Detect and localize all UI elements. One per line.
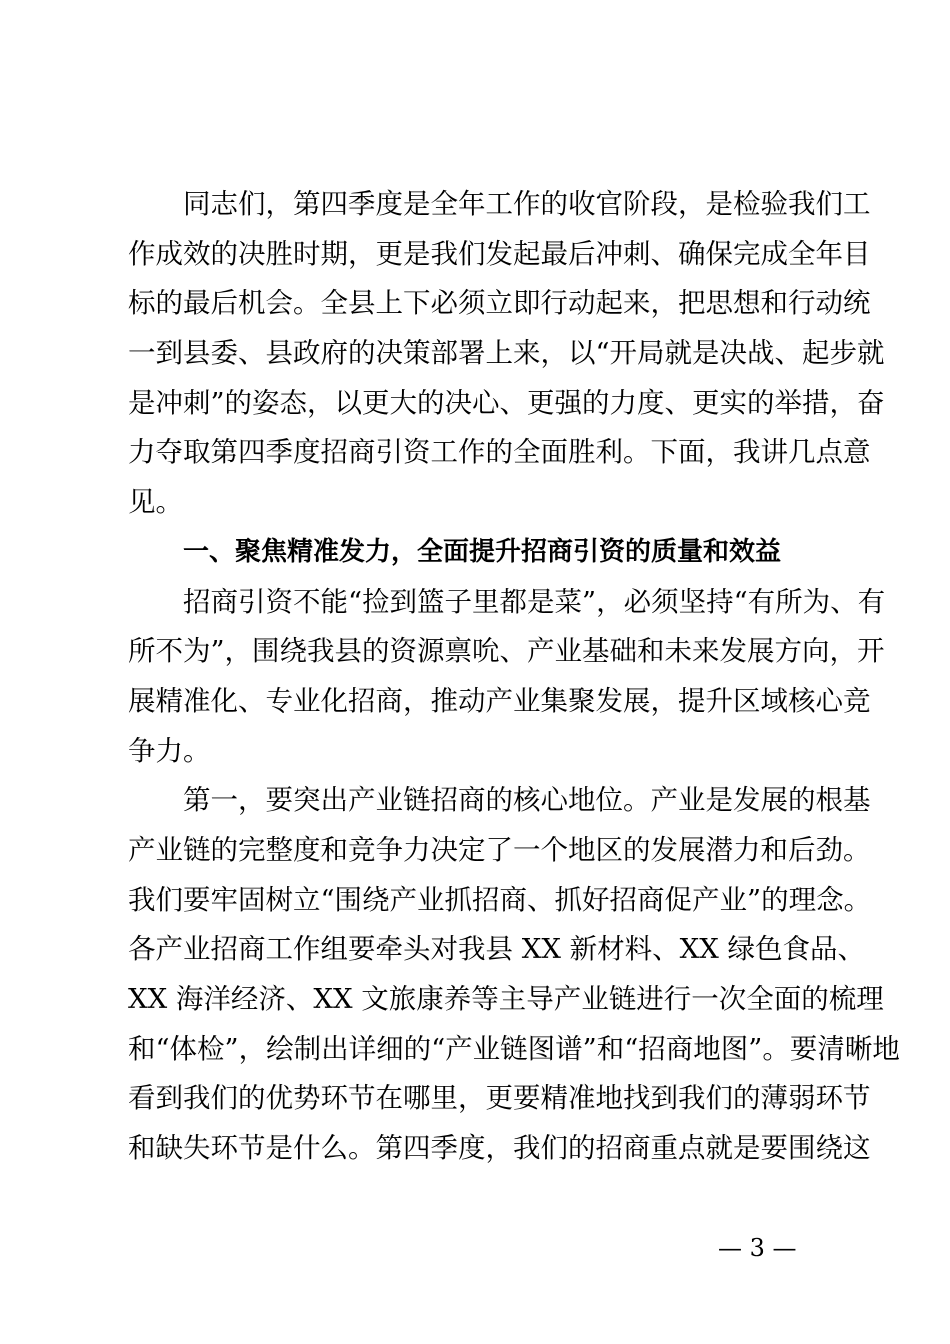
text-line: 招商引资不能“捡到篮子里都是菜”，必须坚持“有所为、有 [183, 585, 886, 618]
body-text [128, 180, 900, 1174]
page-number: — 3 — [718, 1234, 797, 1262]
text-line: 看到我们的优势环节在哪里，更要精准地找到我们的薄弱环节 [128, 1082, 871, 1115]
text-line: 展精准化、专业化招商，推动产业集聚发展，提升区域核心竞 [128, 684, 871, 717]
text-line: 力夺取第四季度招商引资工作的全面胜利。下面，我讲几点意 [128, 436, 871, 469]
text-line: 第一，要突出产业链招商的核心地位。产业是发展的根基 [183, 784, 871, 817]
text-line: 产业链的完整度和竞争力决定了一个地区的发展潜力和后劲。 [128, 833, 871, 866]
text-line: 是冲刺”的姿态，以更大的决心、更强的力度、更实的举措，奋 [128, 386, 885, 419]
text-line: 争力。 [128, 734, 211, 767]
text-line: 作成效的决胜时期，更是我们发起最后冲刺、确保完成全年目 [128, 237, 871, 270]
text-line: 同志们，第四季度是全年工作的收官阶段，是检验我们工 [183, 188, 871, 220]
text-line: 所不为”，围绕我县的资源禀吮、产业基础和未来发展方向，开 [128, 635, 885, 668]
text-line: 我们要牢固树立“围绕产业抓招商、抓好招商促产业”的理念。 [128, 883, 872, 916]
text-line: 各产业招商工作组要牵头对我县 XX 新材料、XX 绿色食品、 [128, 933, 866, 966]
text-line: XX 海洋经济、XX 文旅康养等主导产业链进行一次全面的梳理 [128, 983, 884, 1015]
text-line: 和缺失环节是什么。第四季度，我们的招商重点就是要围绕这 [128, 1132, 871, 1165]
text-line: 和“体检”，绘制出详细的“产业链图谱”和“招商地图”。要清晰地 [128, 1032, 900, 1065]
text-line: 一到县委、县政府的决策部署上来，以“开局就是决战、起步就 [128, 337, 885, 370]
text-line: 见。 [128, 486, 183, 519]
text-line: 标的最后机会。全县上下必须立即行动起来，把思想和行动统 [128, 287, 871, 320]
section-heading: 一、聚焦精准发力，全面提升招商引资的质量和效益 [183, 536, 782, 567]
